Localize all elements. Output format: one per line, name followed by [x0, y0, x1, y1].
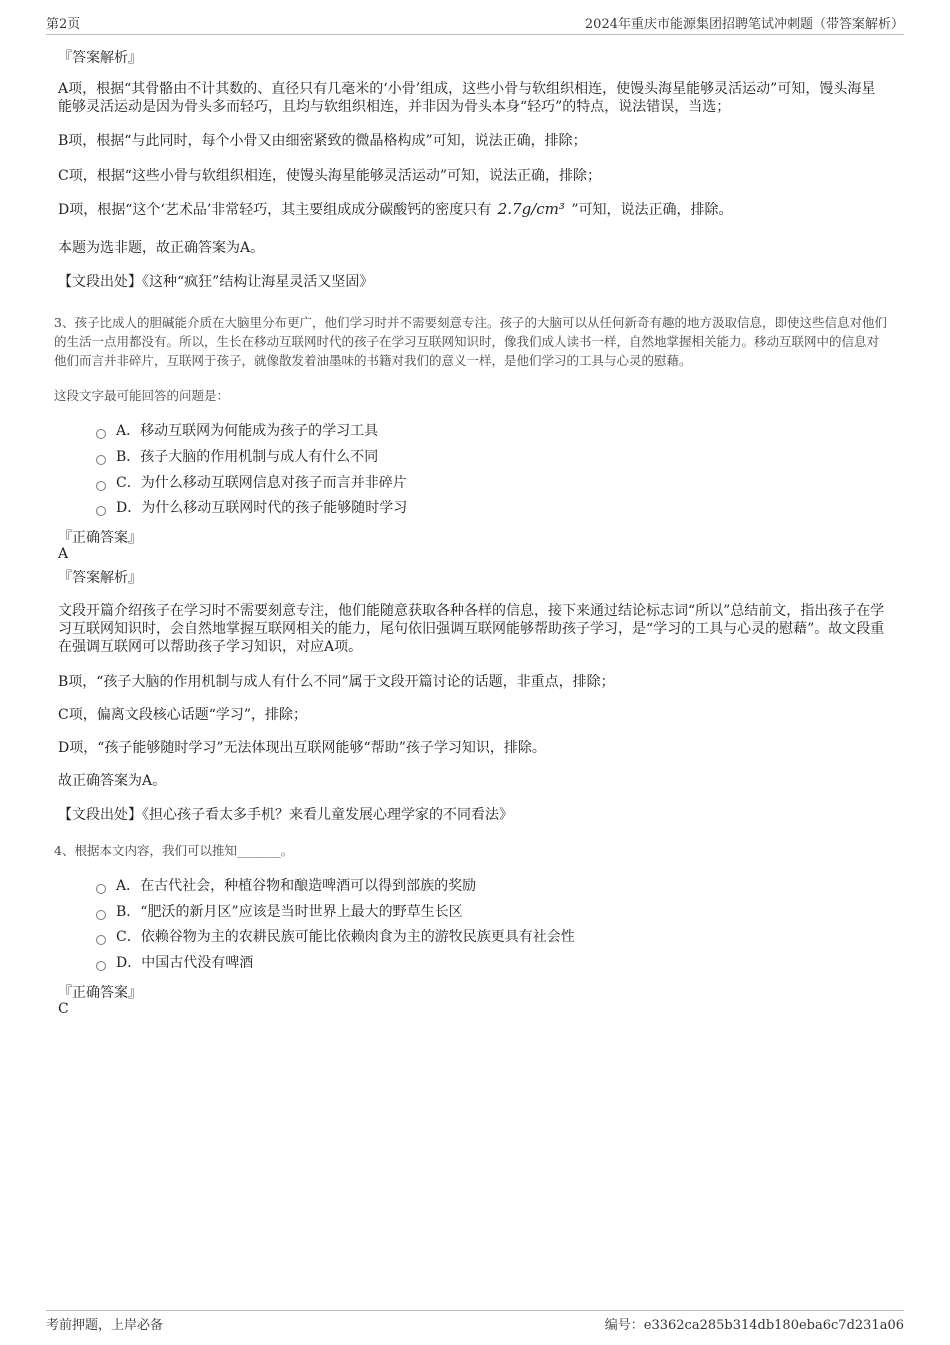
page-footer: [46, 1310, 904, 1333]
radio-icon[interactable]: [96, 481, 106, 491]
q3-answer: A: [58, 546, 69, 562]
radio-icon[interactable]: [96, 961, 106, 971]
q4-answer-label: 『正确答案』: [58, 985, 142, 1001]
q4-option-b[interactable]: [96, 902, 463, 922]
q3-option-a-label: A．移动互联网为何能成为孩子的学习工具: [116, 423, 379, 439]
q2-source: [58, 273, 888, 291]
q4-answer: C: [58, 1001, 69, 1017]
radio-icon[interactable]: [96, 506, 106, 516]
q4-option-b-label: B．“肥沃的新月区”应该是当时世界上最大的野草生长区: [116, 904, 463, 920]
radio-icon[interactable]: [96, 429, 106, 439]
q3-conclusion: 故正确答案为A。: [58, 773, 167, 789]
radio-icon[interactable]: [96, 935, 106, 945]
q2-analysis-a: A项，根据“其骨骼由不计其数的、直径只有几毫米的‘小骨’组成，这些小骨与软组织相连，使馒头海星能够灵活运动”可知，馒头海星能够灵活运动是因为骨头多而轻巧，且均与软组织相连，并非因为骨头本身“轻巧”的特点，说法错误，当选；: [58, 81, 876, 115]
page-header: [46, 14, 904, 35]
radio-icon[interactable]: [96, 884, 106, 894]
q4-option-a[interactable]: [96, 876, 476, 896]
radio-icon[interactable]: [96, 910, 106, 920]
q2-analysis-b: B项，根据“与此同时，每个小骨又由细密紧致的微晶格构成”可知，说法正确，排除；: [58, 133, 587, 149]
q3-option-c[interactable]: [96, 473, 407, 493]
q3-analysis-c: C项，偏离文段核心话题“学习”，排除；: [58, 707, 308, 723]
q2-source-label: 【文段出处】: [58, 274, 142, 290]
q3-option-c-label: C．为什么移动互联网信息对孩子而言并非碎片: [116, 475, 407, 491]
q3-analysis-label: 『答案解析』: [58, 570, 142, 586]
footer-slogan: 考前押题，上岸必备: [46, 1318, 164, 1333]
q2-source-text: 《这种“疯狂”结构让海星灵活又坚固》: [142, 274, 374, 290]
q4-option-a-label: A．在古代社会，种植谷物和酿造啤酒可以得到部族的奖励: [116, 878, 477, 894]
density-formula: 2.7g/cm³: [497, 200, 565, 218]
q3-option-b-label: B．孩子大脑的作用机制与成人有什么不同: [116, 449, 379, 465]
q3-stem: 3、孩子比成人的胆碱能介质在大脑里分布更广，他们学习时并不需要刻意专注。孩子的大脑可以从任何新奇有趣的地方汲取信息，即使这些信息对他们的生活一点用都没有。所以，生长在移动互联网时代的孩子在学习互联网知识时，像我们成人读书一样，自然地掌握相关能力。移动互联网中的信息对他们而言并非碎片，互联网于孩子，就像散发着油墨味的书籍对我们的意义一样，是他们学习的工具与心灵的慰藉。: [54, 315, 887, 368]
q3-option-a[interactable]: [96, 421, 378, 441]
document-title: 2024年重庆市能源集团招聘笔试冲刺题（带答案解析）: [584, 17, 904, 32]
q3-option-b[interactable]: [96, 447, 378, 467]
q2-analysis-d: [58, 200, 888, 219]
q4-stem: 4、根据本文内容，我们可以推知_______。: [54, 843, 294, 858]
q3-analysis-main: 文段开篇介绍孩子在学习时不需要刻意专注，他们能随意获取各种各样的信息，接下来通过结论标志词“所以”总结前文，指出孩子在学习互联网知识时，会自然地掌握互联网相关的能力，尾句依旧强调互联网能够帮助孩子学习，是“学习的工具与心灵的慰藉”。故文段重在强调互联网可以帮助孩子学习知识，对应A项。: [58, 603, 885, 655]
q3-source: [58, 806, 888, 824]
q2-analysis-d-suffix: ”可知，说法正确，排除。: [571, 202, 733, 218]
q3-answer-label: 『正确答案』: [58, 530, 142, 546]
q2-analysis-label: 『答案解析』: [58, 50, 142, 66]
q3-analysis-b: B项，“孩子大脑的作用机制与成人有什么不同”属于文段开篇讨论的话题，非重点，排除；: [58, 674, 615, 690]
q3-source-text: 《担心孩子看太多手机？来看儿童发展心理学家的不同看法》: [142, 807, 513, 823]
q2-analysis-d-prefix: D项，根据“这个‘艺术品’非常轻巧，其主要组成成分碳酸钙的密度只有: [58, 202, 492, 218]
page-number: 第2页: [46, 17, 81, 32]
q3-question: 这段文字最可能回答的问题是：: [54, 388, 230, 403]
q4-option-c-label: C．依赖谷物为主的农耕民族可能比依赖肉食为主的游牧民族更具有社会性: [116, 929, 575, 945]
q3-analysis-d: D项，“孩子能够随时学习”无法体现出互联网能够“帮助”孩子学习知识，排除。: [58, 740, 546, 756]
q2-analysis-c: C项，根据“这些小骨与软组织相连，使馒头海星能够灵活运动”可知，说法正确，排除；: [58, 168, 602, 184]
q3-option-d-label: D．为什么移动互联网时代的孩子能够随时学习: [116, 500, 408, 516]
footer-serial: 编号：e3362ca285b314db180eba6c7d231a06: [604, 1318, 904, 1333]
q3-source-label: 【文段出处】: [58, 807, 142, 823]
radio-icon[interactable]: [96, 455, 106, 465]
q4-option-d-label: D．中国古代没有啤酒: [116, 955, 254, 971]
q4-option-c[interactable]: [96, 927, 575, 947]
q3-option-d[interactable]: [96, 498, 407, 518]
q4-option-d[interactable]: [96, 953, 253, 973]
q2-conclusion: 本题为选非题，故正确答案为A。: [58, 240, 265, 256]
